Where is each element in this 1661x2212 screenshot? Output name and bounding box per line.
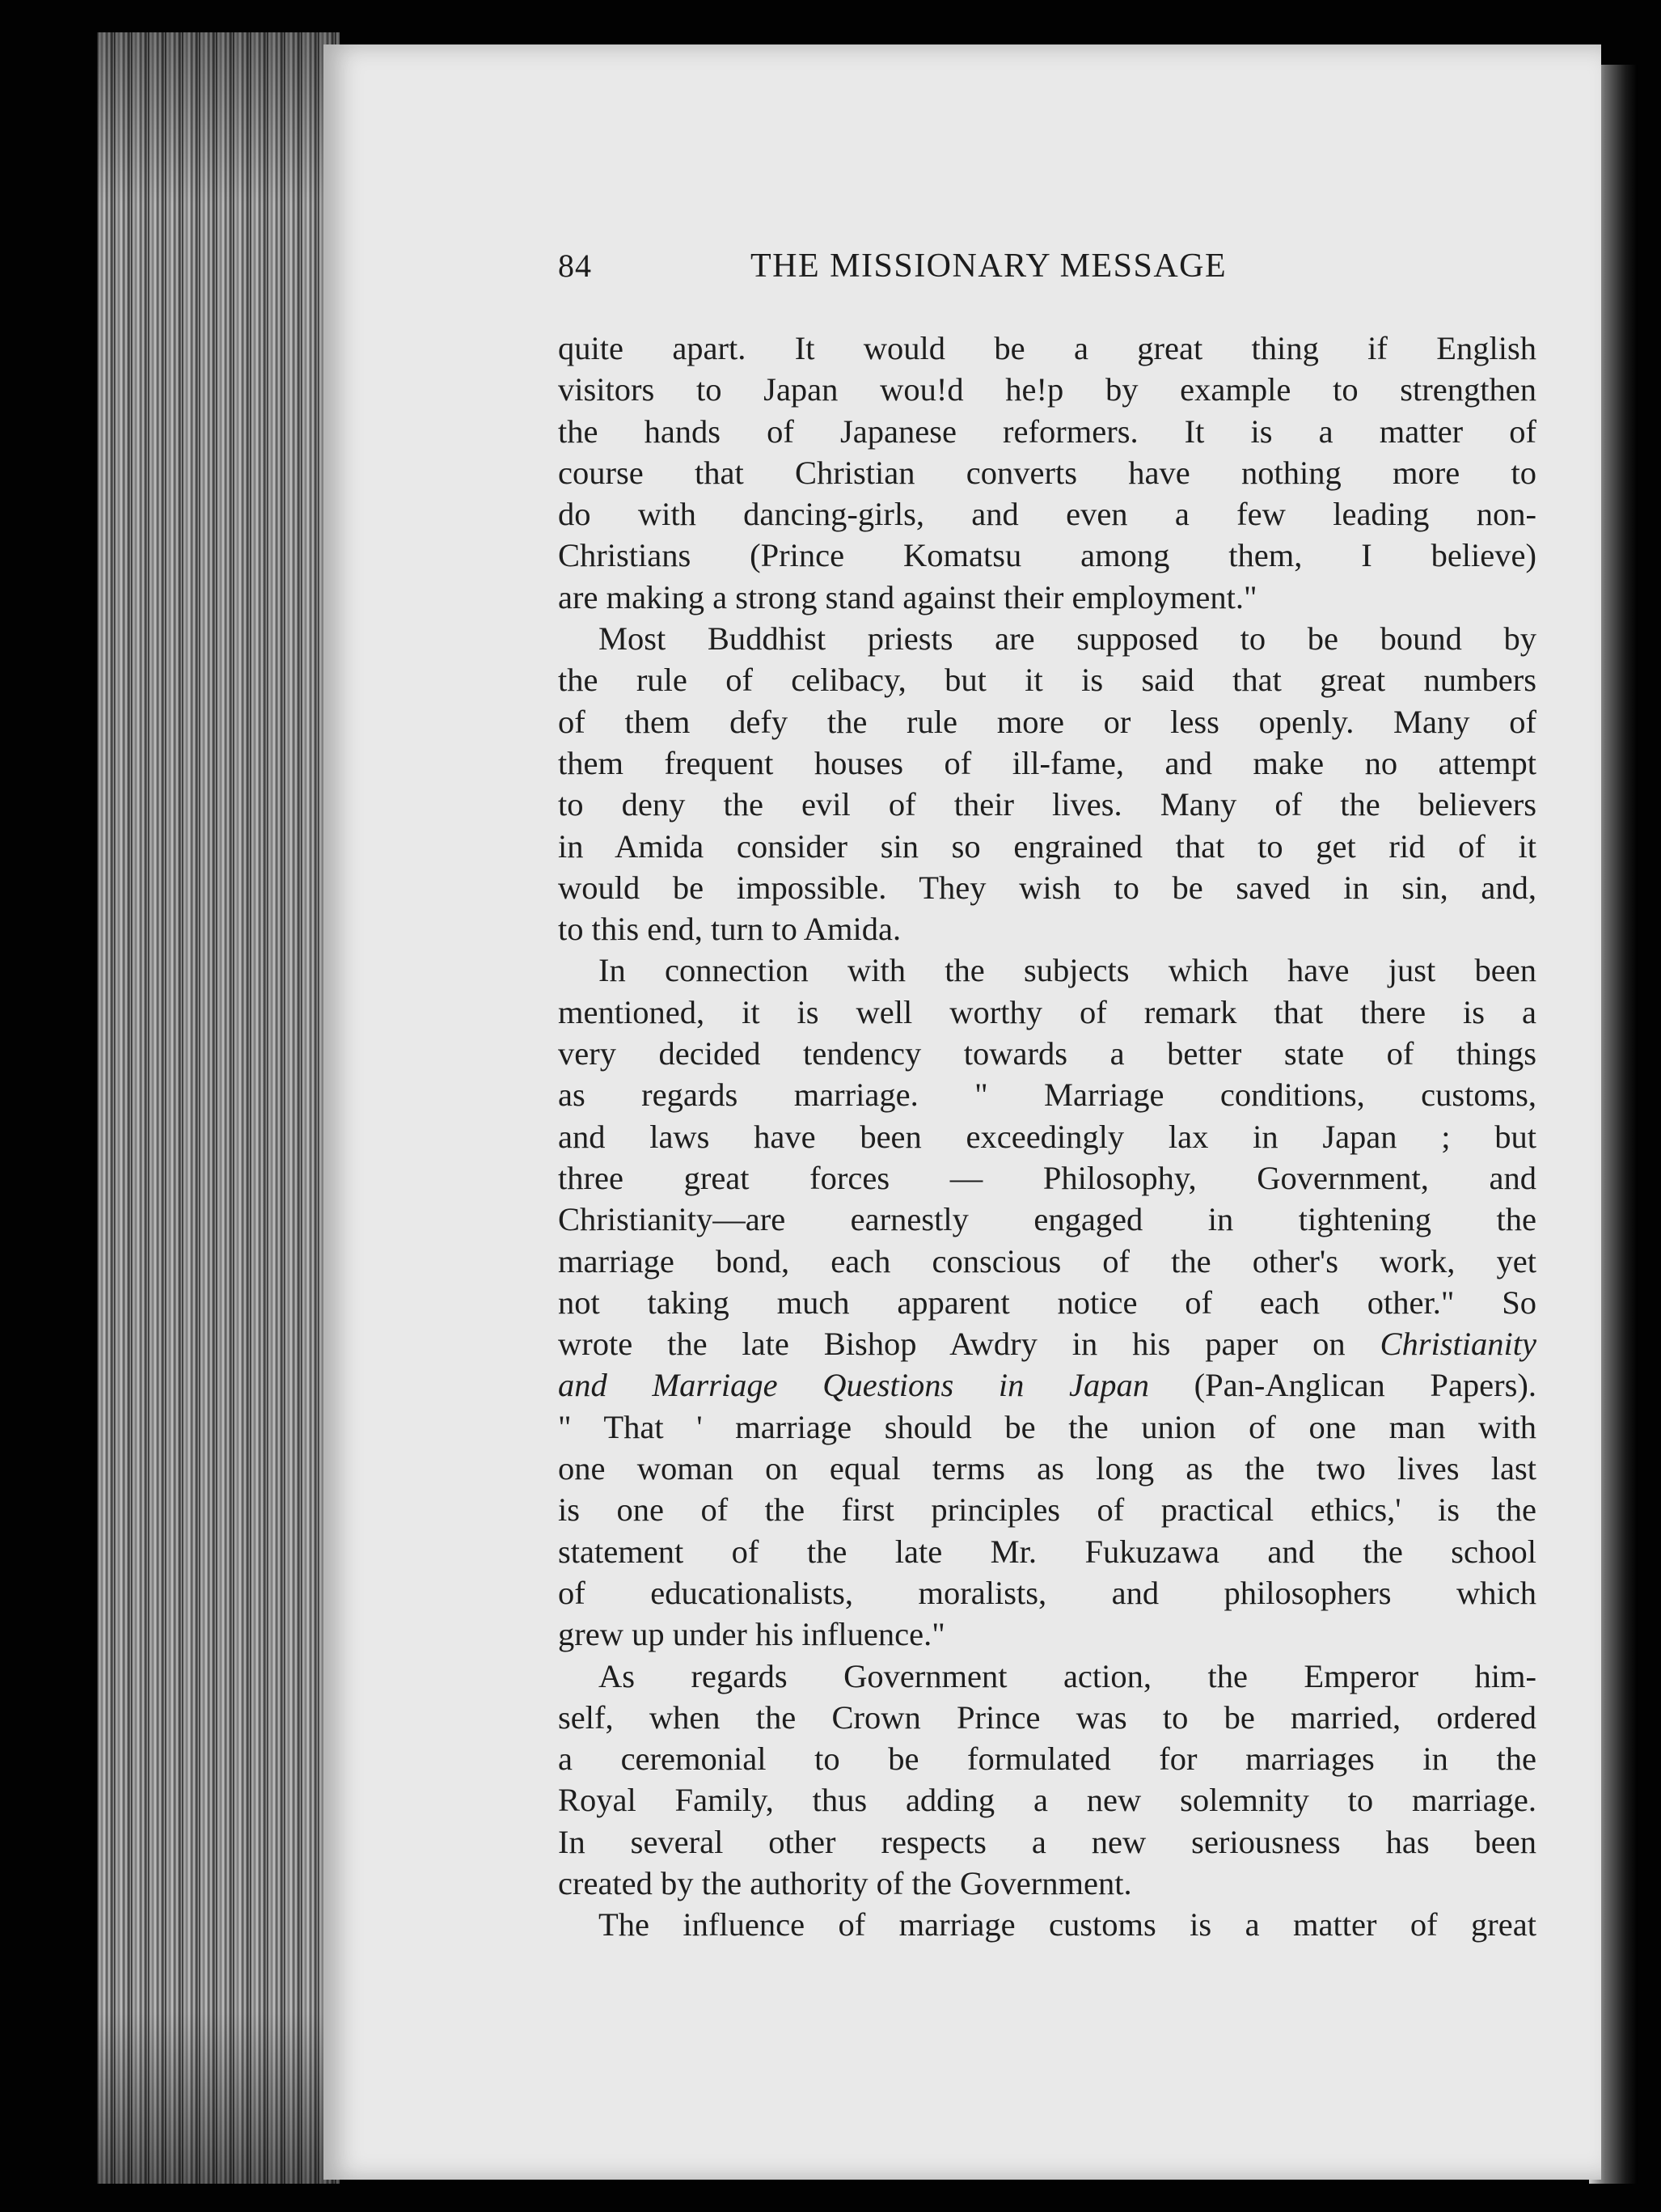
text-line: Christians (Prince Komatsu among them, I believe) xyxy=(558,537,1536,574)
text-line xyxy=(558,1364,1536,1406)
page-body xyxy=(558,328,1536,1946)
text-line: As regards Government action, the Emperor him- xyxy=(598,1657,1536,1694)
text-line: to this end, turn to Amida. xyxy=(558,911,902,948)
text-line: a ceremonial to be formulated for marriages in the xyxy=(558,1740,1536,1778)
text-line: three great forces — Philosophy, Government, and xyxy=(558,1159,1536,1196)
running-head: THE MISSIONARY MESSAGE xyxy=(750,247,1228,285)
text-line: quite apart. It would be a great thing if English xyxy=(558,330,1536,366)
text-line: mentioned, it is well worthy of remark that there is a xyxy=(558,993,1536,1030)
text-line: in Amida consider sin so engrained that to get rid of it xyxy=(558,827,1536,865)
text-fragment: wrote the late Bishop Awdry in his paper on xyxy=(558,1326,1346,1363)
italic-title-fragment: and Marriage Questions in Japan xyxy=(558,1367,1149,1404)
text-line: Royal Family, thus adding a new solemnity to marriage. xyxy=(558,1782,1536,1819)
text-line: the hands of Japanese reformers. It is a matter of xyxy=(558,412,1536,450)
text-line: to deny the evil of their lives. Many of the believers xyxy=(558,786,1536,823)
text-line: not taking much apparent notice of each other." So xyxy=(558,1284,1536,1321)
text-line: is one of the first principles of practical ethics,' is the xyxy=(558,1491,1536,1529)
text-line: The influence of marriage customs is a matter of great xyxy=(598,1906,1536,1943)
text-line: Christianity—are earnestly engaged in tightening the xyxy=(558,1201,1536,1238)
text-line: In connection with the subjects which have just been xyxy=(598,952,1536,989)
text-line: of them defy the rule more or less openly. Many of xyxy=(558,703,1536,740)
text-line: visitors to Japan wou!d he!p by example to strengthen xyxy=(558,371,1536,408)
text-line: them frequent houses of ill-fame, and make no attempt xyxy=(558,744,1536,781)
text-line: as regards marriage. " Marriage conditions, customs, xyxy=(558,1076,1536,1114)
text-line: course that Christian converts have nothing more to xyxy=(558,454,1536,491)
text-line: created by the authority of the Government. xyxy=(558,1864,1132,1901)
text-line: " That ' marriage should be the union of one man with xyxy=(558,1408,1536,1445)
text-line: are making a strong stand against their employment." xyxy=(558,578,1257,615)
italic-title-fragment: Christianity xyxy=(1380,1326,1536,1363)
text-line: marriage bond, each conscious of the other's work, yet xyxy=(558,1242,1536,1279)
text-line xyxy=(558,1323,1536,1364)
text-line: of educationalists, moralists, and philosophers which xyxy=(558,1574,1536,1611)
text-line: In several other respects a new seriousness has been xyxy=(558,1823,1536,1860)
text-line: and laws have been exceedingly lax in Japan ; but xyxy=(558,1118,1536,1155)
text-line: very decided tendency towards a better state of things xyxy=(558,1035,1536,1072)
page-header xyxy=(558,247,1355,295)
text-line: would be impossible. They wish to be saved in sin, and, xyxy=(558,869,1536,906)
text-fragment: (Pan-Anglican Papers). xyxy=(1194,1367,1536,1404)
text-line: statement of the late Mr. Fukuzawa and the school xyxy=(558,1533,1536,1570)
text-line: Most Buddhist priests are supposed to be bound by xyxy=(598,620,1536,658)
text-line: do with dancing-girls, and even a few leading non- xyxy=(558,496,1536,533)
text-line: the rule of celibacy, but it is said that great numbers xyxy=(558,662,1536,699)
page-number: 84 xyxy=(558,247,592,284)
text-line: one woman on equal terms as long as the two lives last xyxy=(558,1450,1536,1487)
text-line: self, when the Crown Prince was to be married, ordered xyxy=(558,1698,1536,1736)
book-page-edges xyxy=(97,32,340,2184)
text-line: grew up under his influence." xyxy=(558,1616,945,1653)
